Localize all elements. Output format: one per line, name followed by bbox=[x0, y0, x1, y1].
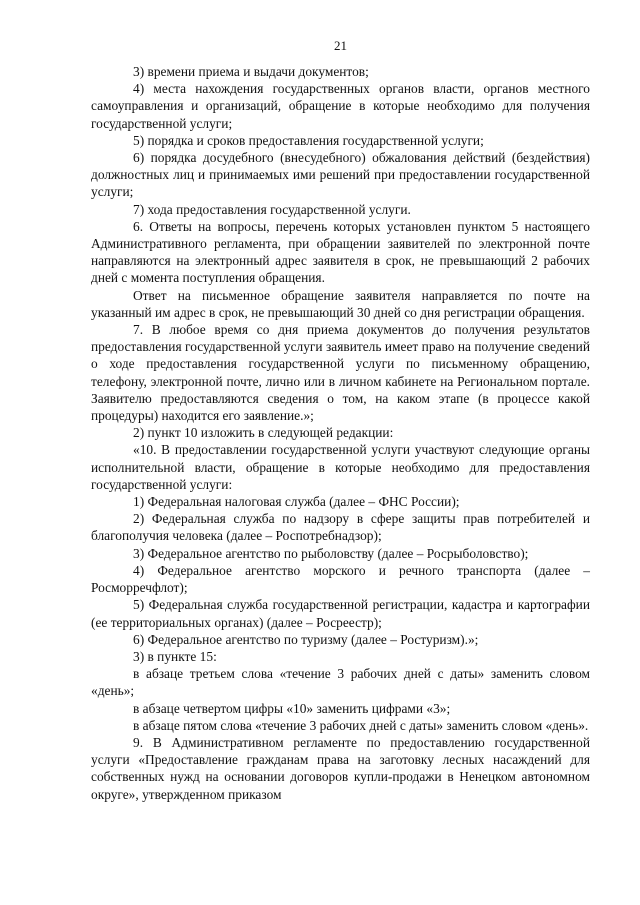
paragraph: 4) места нахождения государственных органов власти, органов местного самоуправления и организаций, обращение в которые необходимо для получения государственной услуги; bbox=[91, 81, 590, 131]
paragraph: Ответ на письменное обращение заявителя направляется по почте на указанный им адрес в срок, не превышающий 30 дней со дня регистрации обращения. bbox=[91, 287, 590, 320]
paragraph: 4) Федеральное агентство морского и речного транспорта (далее – Росморречфлот); bbox=[91, 562, 590, 596]
paragraph: 6. Ответы на вопросы, перечень которых установлен пунктом 5 настоящего Административного регламента, при обращении заявителей по электронной почте направляются на электронный адрес заявителя в срок, не превышающий 2 рабочих дней с момента поступления обращения. bbox=[91, 218, 590, 286]
paragraph: 2) пункт 10 изложить в следующей редакции: bbox=[133, 425, 394, 441]
paragraph: 3) времени приема и выдачи документов; bbox=[133, 64, 369, 79]
paragraph: 7) хода предоставления государственной услуги. bbox=[133, 201, 411, 217]
paragraph: 9. В Административном регламенте по предоставлению государственной услуги «Предоставление гражданам права на заготовку лесных насаждений для собственных нужд на основании договоров купли-продажи в Ненецком автономном округе», утвержденном приказом bbox=[91, 734, 590, 802]
paragraph: 6) порядка досудебного (внесудебного) обжалования действий (бездействия) должностных лиц и принимаемых ими решений при предоставлении государственной услуги; bbox=[91, 150, 590, 200]
paragraph: 5) Федеральная служба государственной регистрации, кадастра и картографии (ее территориальных органах) (далее – Росреестр); bbox=[91, 597, 590, 630]
paragraph: 2) Федеральная служба по надзору в сфере защиты прав потребителей и благополучия человека (далее – Роспотребнадзор); bbox=[91, 511, 590, 544]
paragraph: «10. В предоставлении государственной услуги участвуют следующие органы исполнительной власти, обращение в которые необходимо для предоставления государственной услуги: bbox=[91, 442, 590, 492]
paragraph: в абзаце четвертом цифры «10» заменить цифрами «3»; bbox=[133, 700, 451, 716]
page-number: 21 bbox=[334, 38, 347, 53]
paragraph: 7. В любое время со дня приема документов до получения результатов предоставления государственной услуги заявитель имеет право на получение сведений о ходе предоставления государственной услуги по письменному обращению, телефону, электронной почте, лично или в личном кабинете на Региональном портале. Заявителю предоставляются сведения о том, на каком этапе (в процессе какой процедуры) находится его заявление.»; bbox=[91, 322, 590, 424]
paragraph: 5) порядка и сроков предоставления государственной услуги; bbox=[133, 132, 484, 148]
paragraph: в абзаце третьем слова «течение 3 рабочих дней с даты» заменить словом «день»; bbox=[91, 666, 590, 699]
paragraph: 6) Федеральное агентство по туризму (далее – Ростуризм).»; bbox=[133, 631, 479, 647]
paragraph: в абзаце пятом слова «течение 3 рабочих дней с даты» заменить словом «день». bbox=[133, 717, 589, 733]
paragraph: 3) Федеральное агентство по рыболовству (далее – Росрыболовство); bbox=[133, 545, 529, 561]
document-body bbox=[91, 63, 590, 803]
paragraph: 3) в пункте 15: bbox=[133, 648, 217, 664]
paragraph: 1) Федеральная налоговая служба (далее – ФНС России); bbox=[133, 494, 460, 510]
